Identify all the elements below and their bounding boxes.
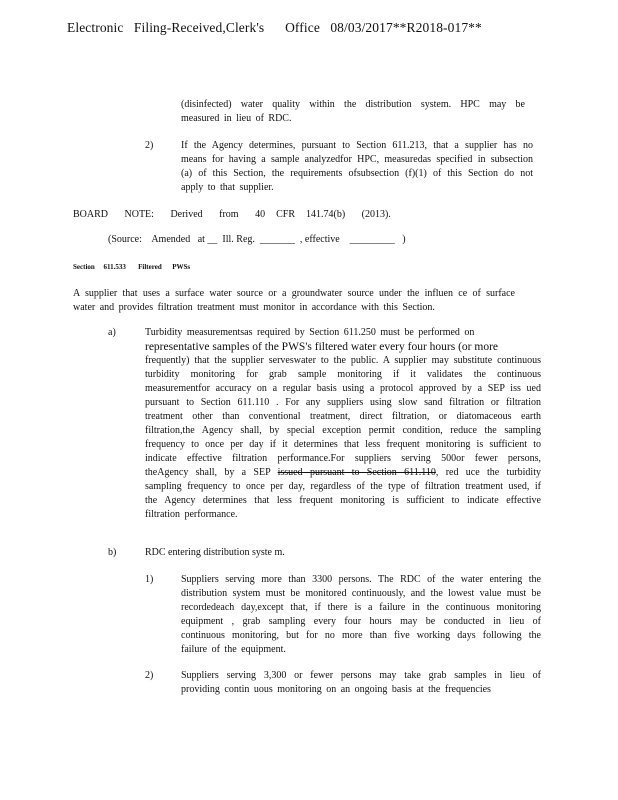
item-a-text xyxy=(145,354,541,522)
item-b-label: b) xyxy=(108,547,117,558)
continued-paragraph: (disinfected) water quality within the distribution system. HPC may be measured in lieu of RDC. xyxy=(181,99,525,124)
section-heading: Section 611.533 Filtered PWSs xyxy=(73,263,191,271)
item-b-heading: RDC entering distribution syste m. xyxy=(145,547,285,558)
item-2-number: 2) xyxy=(145,140,154,151)
intro-paragraph: A supplier that uses a surface water source or a groundwater source under the influen ce of surface water and provides filtration treatment must monitor in accordance with this Section. xyxy=(73,288,515,313)
item-a-line-1: Turbidity measurementsas required by Section 611.250 must be performed on xyxy=(145,327,475,338)
item-b1-text: Suppliers serving more than 3300 persons. The RDC of the water entering the distribution system must be monitored continuously, and the lowest value must be recordedeach day,except that, if there is a failure in the continuous monitoring equipment , grab sampling every four hours may be conducted in lieu of continuous monitoring, but for no more than five working days following the failure of the equipment. xyxy=(181,574,541,655)
item-a-label: a) xyxy=(108,327,116,338)
filing-header: Electronic Filing-Received,Clerk's Office 08/03/2017**R2018-017** xyxy=(67,20,482,35)
item-a-line-2: representative samples of the PWS's filtered water every four hours (or more xyxy=(145,341,499,353)
item-2-text: If the Agency determines, pursuant to Section 611.213, that a supplier has no means for having a sample analyzedfor HPC, measuredas specified in subsection (a) of this Section, the requirements ofsubsection (f)(1) of this Section do not apply to that supplier. xyxy=(181,140,533,193)
item-b1-number: 1) xyxy=(145,574,154,585)
item-b2-number: 2) xyxy=(145,670,154,681)
source-line: (Source: Amended at __ Ill. Reg. _______ , effective _________ ) xyxy=(108,234,406,245)
item-b2-text: Suppliers serving 3,300 or fewer persons may take grab samples in lieu of providing contin uous monitoring on an ongoing basis at the frequencies xyxy=(181,670,541,695)
item-a-text-end: , red uce the turbidity sampling frequency to once per day, regardless of the type of filtration treatment used, if the Agency determines that less frequent monitoring is sufficient to indicate effective filtration performance. xyxy=(145,467,541,520)
item-a-body xyxy=(145,326,541,522)
board-note: BOARD NOTE: Derived from 40 CFR 141.74(b) (2013). xyxy=(73,209,391,220)
struck-text: issued pursuant to Section 611.110 xyxy=(277,467,436,478)
item-a-text-main: frequently) that the supplier serveswater to the public. A supplier may substitute continuous turbidity monitoring for grab sample monitoring if it validates the continuous measurementfor accuracy on a regular basis using a protocol approved by a SEP iss ued pursuant to Section 611.110 . For any suppliers using slow sand filtration or filtration treatment other than conventional treatment, direct filtration, or diatomaceous earth filtration,the Agency shall, by special exception permit condition, reduce the sampling frequency to once per day if it determines that less frequent monitoring is sufficient to indicate effective filtration performance.For suppliers serving 500or fewer persons, theAgency shall, by a SEP xyxy=(145,355,541,478)
